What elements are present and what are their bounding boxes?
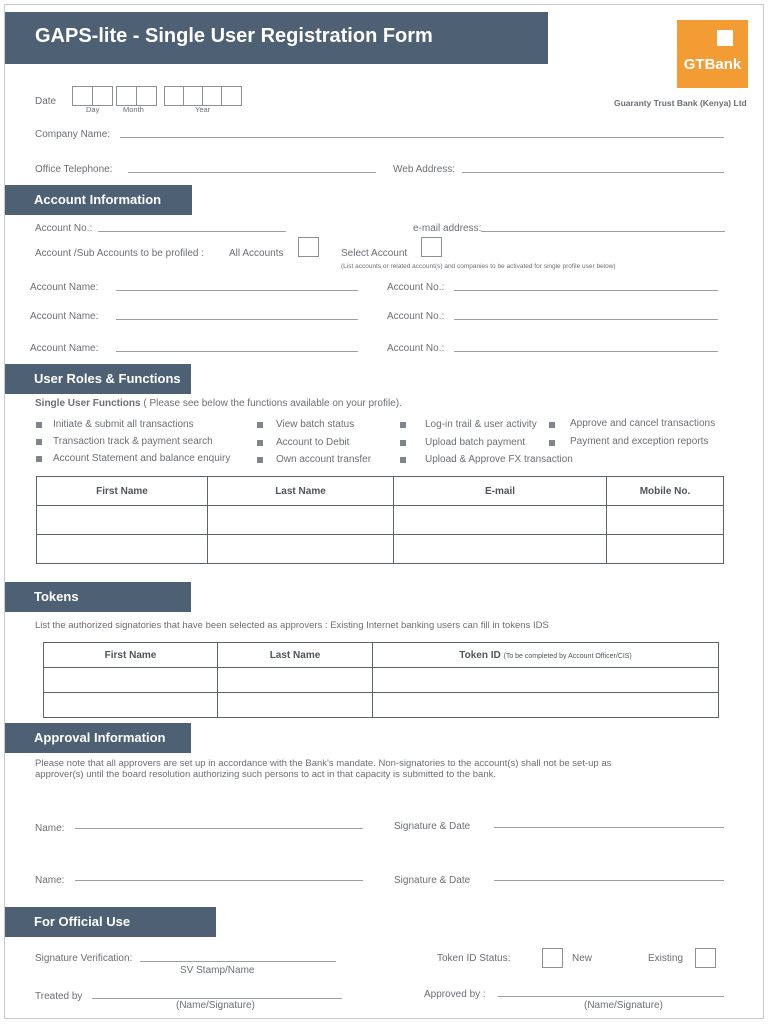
- signature-date-field-1[interactable]: [494, 827, 724, 828]
- table-row: [37, 535, 724, 564]
- table-cell[interactable]: [373, 693, 719, 718]
- logo-text: GTBank: [683, 56, 742, 73]
- bullet-icon: [257, 422, 263, 428]
- account-name-field-2[interactable]: [116, 319, 358, 320]
- tokens-table: [43, 642, 719, 718]
- title-bar: [5, 12, 548, 64]
- function-item: Upload batch payment: [425, 437, 526, 448]
- table-row: [44, 668, 719, 693]
- section-official-use: For Official Use: [5, 907, 216, 937]
- account-no-label-1: Account No.:: [387, 282, 445, 293]
- form-title: GAPS-lite - Single User Registration Form: [35, 25, 433, 47]
- approver-name-field-1[interactable]: [75, 828, 363, 829]
- approval-note-line-2: approver(s) until the board resolution authorizing such persons to act in that capacity is submitted to the bank.: [35, 769, 497, 780]
- day-label: Day: [86, 105, 100, 114]
- all-accounts-label: All Accounts: [229, 248, 284, 259]
- account-no-field-3[interactable]: [454, 351, 718, 352]
- table-cell[interactable]: [607, 535, 724, 564]
- account-no-label-3: Account No.:: [387, 343, 445, 354]
- signature-date-field-2[interactable]: [494, 880, 724, 881]
- section-tokens: Tokens: [5, 582, 191, 612]
- table-cell[interactable]: [218, 668, 373, 693]
- office-telephone-field[interactable]: [128, 172, 376, 173]
- month-label: Month: [123, 105, 144, 114]
- approval-note-line-1: Please note that all approvers are set up in accordance with the Bank's mandate. Non-signatories to the account(s) shall not be set-up as: [35, 758, 612, 769]
- table-cell[interactable]: [607, 506, 724, 535]
- tokens-note: List the authorized signatories that have been selected as approvers : Existing Internet banking users can fill in tokens IDS: [35, 620, 549, 631]
- account-name-label-1: Account Name:: [30, 282, 99, 293]
- date-month-box-2[interactable]: [136, 86, 157, 106]
- function-item: Account Statement and balance enquiry: [53, 453, 231, 464]
- year-label: Year: [195, 105, 211, 114]
- account-name-field-3[interactable]: [116, 351, 358, 352]
- company-name-field[interactable]: [120, 137, 724, 138]
- roles-intro: [35, 398, 402, 409]
- web-address-field[interactable]: [462, 172, 724, 173]
- token-existing-label: Existing: [648, 953, 684, 964]
- signature-verification-label: Signature Verification:: [35, 953, 133, 964]
- account-no-label: Account No.:: [35, 223, 93, 234]
- function-item: Payment and exception reports: [570, 436, 709, 447]
- account-no-field[interactable]: [98, 231, 286, 232]
- office-telephone-label: Office Telephone:: [35, 164, 113, 175]
- web-address-label: Web Address:: [393, 164, 456, 175]
- account-no-field-2[interactable]: [454, 319, 718, 320]
- date-day-box-1[interactable]: [72, 86, 93, 106]
- approved-by-name-signature: (Name/Signature): [584, 1000, 663, 1011]
- all-accounts-checkbox[interactable]: [298, 237, 319, 257]
- signature-date-label-2: Signature & Date: [394, 875, 471, 886]
- column-header-last-name: Last Name: [208, 477, 394, 506]
- approver-name-label-1: Name:: [35, 823, 65, 834]
- function-item: Log-in trail & user activity: [425, 419, 537, 430]
- gtbank-logo: [677, 20, 748, 88]
- logo-square-icon: [717, 30, 733, 46]
- user-table: [36, 476, 724, 564]
- select-account-note: (List accounts or related account(s) and companies to be activated for single profile user below): [341, 263, 616, 270]
- account-name-label-3: Account Name:: [30, 343, 99, 354]
- email-field[interactable]: [481, 231, 725, 232]
- table-cell[interactable]: [44, 668, 218, 693]
- select-account-checkbox[interactable]: [421, 237, 442, 257]
- table-row: [44, 693, 719, 718]
- bullet-icon: [36, 456, 42, 462]
- token-new-label: New: [572, 953, 593, 964]
- bullet-icon: [549, 440, 555, 446]
- token-status-label: Token ID Status:: [437, 953, 511, 964]
- signature-verification-field[interactable]: [140, 961, 336, 962]
- approved-by-label: Approved by :: [424, 989, 486, 1000]
- sv-stamp-label: SV Stamp/Name: [180, 965, 255, 976]
- bullet-icon: [36, 422, 42, 428]
- column-header-first-name: First Name: [44, 643, 218, 668]
- approver-name-field-2[interactable]: [75, 880, 363, 881]
- approved-by-field[interactable]: [498, 996, 724, 997]
- bullet-icon: [36, 439, 42, 445]
- roles-intro-bold: Single User Functions: [35, 398, 141, 409]
- bullet-icon: [549, 422, 555, 428]
- table-cell[interactable]: [208, 506, 394, 535]
- function-item: View batch status: [276, 419, 355, 430]
- email-label: e-mail address:: [413, 223, 482, 234]
- function-item: Approve and cancel transactions: [570, 418, 716, 429]
- date-label: Date: [35, 96, 57, 107]
- table-cell[interactable]: [37, 535, 208, 564]
- treated-by-field[interactable]: [92, 998, 342, 999]
- table-row: [37, 506, 724, 535]
- function-item: Account to Debit: [276, 437, 350, 448]
- function-item: Upload & Approve FX transaction: [425, 454, 573, 465]
- company-name-label: Company Name:: [35, 129, 111, 140]
- account-name-field-1[interactable]: [116, 290, 358, 291]
- date-year-box-3[interactable]: [202, 86, 222, 106]
- date-day-box-2[interactable]: [92, 86, 113, 106]
- bullet-icon: [400, 440, 406, 446]
- date-year-box-4[interactable]: [221, 86, 242, 106]
- function-item: Transaction track & payment search: [53, 436, 213, 447]
- table-cell[interactable]: [37, 506, 208, 535]
- date-year-box-1[interactable]: [164, 86, 184, 106]
- bullet-icon: [400, 422, 406, 428]
- table-cell[interactable]: [218, 693, 373, 718]
- account-no-label-2: Account No.:: [387, 311, 445, 322]
- column-header-token-id: [373, 643, 719, 668]
- section-approval-information: Approval Information: [5, 723, 191, 753]
- token-existing-checkbox[interactable]: [695, 948, 716, 968]
- function-item: Own account transfer: [276, 454, 372, 465]
- column-header-last-name: Last Name: [218, 643, 373, 668]
- approver-name-label-2: Name:: [35, 875, 65, 886]
- bullet-icon: [257, 440, 263, 446]
- treated-by-label: Treated by: [35, 991, 83, 1002]
- account-no-field-1[interactable]: [454, 290, 718, 291]
- column-header-mobile: Mobile No.: [607, 477, 724, 506]
- table-cell[interactable]: [208, 535, 394, 564]
- roles-intro-rest: ( Please see below the functions available on your profile).: [140, 398, 402, 409]
- signature-date-label-1: Signature & Date: [394, 821, 471, 832]
- section-user-roles: User Roles & Functions: [5, 364, 191, 394]
- token-new-checkbox[interactable]: [542, 948, 563, 968]
- section-account-information: Account Information: [5, 185, 192, 215]
- bank-name: Guaranty Trust Bank (Kenya) Ltd: [614, 98, 747, 108]
- table-cell[interactable]: [394, 535, 607, 564]
- table-cell[interactable]: [373, 668, 719, 693]
- function-item: Initiate & submit all transactions: [53, 419, 194, 430]
- bullet-icon: [400, 457, 406, 463]
- column-header-first-name: First Name: [37, 477, 208, 506]
- table-cell[interactable]: [44, 693, 218, 718]
- date-month-box-1[interactable]: [116, 86, 137, 106]
- column-header-email: E-mail: [394, 477, 607, 506]
- select-account-label: Select Account: [341, 248, 408, 259]
- table-cell[interactable]: [394, 506, 607, 535]
- token-id-label: Token ID: [459, 649, 501, 661]
- treated-by-name-signature: (Name/Signature): [176, 1000, 255, 1011]
- token-id-note: (To be completed by Account Officer/CIS): [503, 652, 632, 660]
- profiled-label: Account /Sub Accounts to be profiled :: [35, 248, 204, 259]
- bullet-icon: [257, 457, 263, 463]
- account-name-label-2: Account Name:: [30, 311, 99, 322]
- date-year-box-2[interactable]: [183, 86, 203, 106]
